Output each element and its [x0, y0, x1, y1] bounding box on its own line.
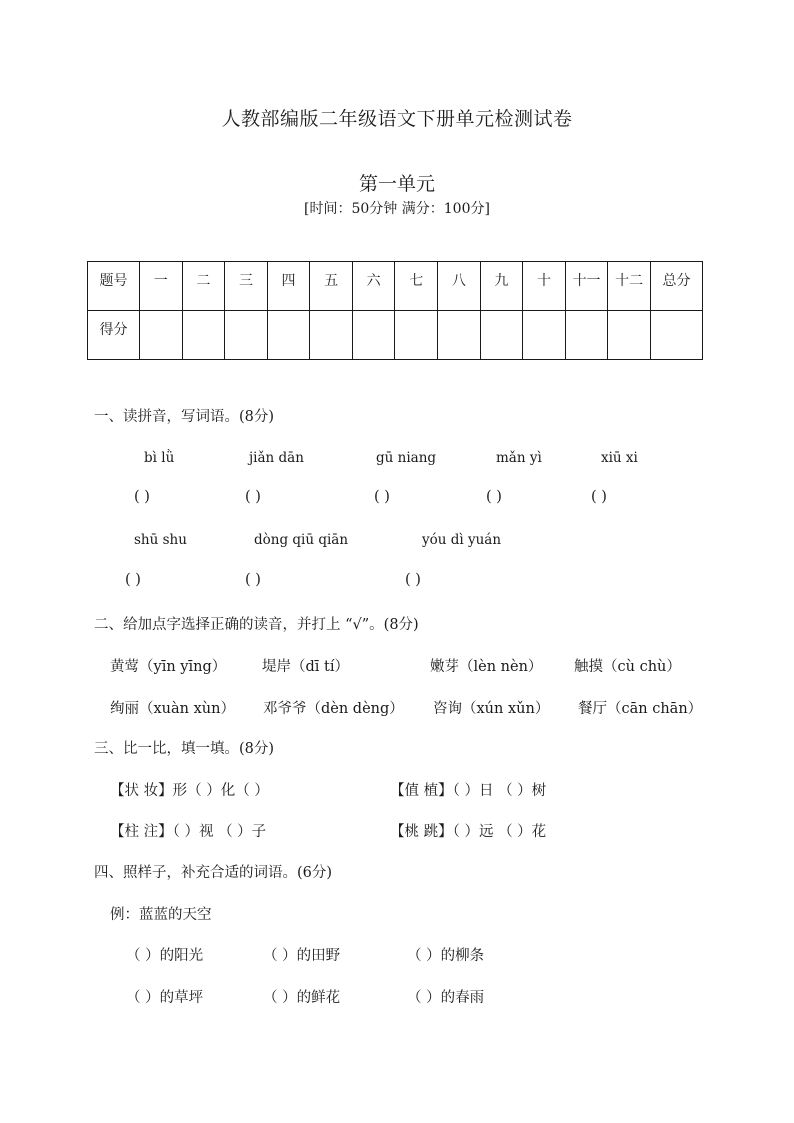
q1-heading: 一、读拼音，写词语。(8分)	[94, 409, 275, 425]
q1-answer-box[interactable]: ( )	[374, 489, 390, 505]
q4-item[interactable]: （ ）的柳条	[407, 948, 485, 964]
q4-item[interactable]: （ ）的草坪	[126, 990, 204, 1006]
q2-option: 餐厅（cān chān）	[578, 701, 703, 717]
q1-pinyin: xiū xi	[601, 450, 638, 466]
q1-answer-box[interactable]: ( )	[591, 489, 607, 505]
score-table	[87, 261, 703, 360]
unit-subtitle: 第一单元	[358, 173, 435, 195]
page-title: 人教部编版二年级语文下册单元检测试卷	[221, 108, 573, 130]
q1-pinyin: jiǎn dān	[249, 450, 304, 466]
score-table-header-cell: 四	[267, 262, 310, 311]
score-row-label: 得分	[88, 311, 140, 360]
score-cell[interactable]	[352, 311, 395, 360]
q1-answer-box[interactable]: ( )	[486, 489, 502, 505]
q1-answer-box[interactable]: ( )	[134, 489, 150, 505]
q4-item[interactable]: （ ）的春雨	[407, 990, 485, 1006]
score-table-header-cell: 六	[352, 262, 395, 311]
q1-answer-box[interactable]: ( )	[245, 572, 261, 588]
q4-item[interactable]: （ ）的鲜花	[263, 990, 341, 1006]
score-cell[interactable]	[395, 311, 438, 360]
score-cell[interactable]	[523, 311, 566, 360]
q1-pinyin: bì lǜ	[144, 450, 175, 466]
q2-option: 堤岸（dī tí）	[262, 659, 349, 675]
score-table-header-cell: 九	[480, 262, 523, 311]
q1-pinyin: dòng qiū qiān	[254, 532, 349, 548]
score-table-header-cell: 八	[438, 262, 481, 311]
score-table-header-cell: 总分	[651, 262, 703, 311]
score-cell[interactable]	[267, 311, 310, 360]
q1-pinyin: shū shu	[134, 532, 187, 548]
q2-option: 触摸（cù chù）	[574, 659, 681, 675]
q2-option: 咨询（xún xǔn）	[433, 701, 550, 717]
score-table-header-cell: 十	[523, 262, 566, 311]
q3-item[interactable]: 【值 植】（ ）日 （ ）树	[390, 783, 547, 799]
q1-pinyin: yóu dì yuán	[422, 532, 502, 548]
score-table-header-cell: 三	[225, 262, 268, 311]
q1-pinyin: mǎn yì	[496, 450, 542, 466]
q4-item[interactable]: （ ）的田野	[263, 948, 341, 964]
q4-example: 例：蓝蓝的天空	[110, 907, 212, 923]
score-cell[interactable]	[225, 311, 268, 360]
q2-option: 黄莺（yīn yīng）	[110, 659, 227, 675]
score-table-header-cell: 十一	[565, 262, 608, 311]
score-cell[interactable]	[608, 311, 651, 360]
time-info: [时间：50分钟 满分：100分]	[304, 201, 490, 217]
score-cell[interactable]	[182, 311, 225, 360]
q2-option: 绚丽（xuàn xùn）	[110, 701, 235, 717]
score-table-header-cell: 题号	[88, 262, 140, 311]
score-cell[interactable]	[651, 311, 703, 360]
score-table-header-cell: 一	[140, 262, 183, 311]
q4-heading: 四、照样子，补充合适的词语。(6分)	[94, 865, 333, 881]
q1-answer-box[interactable]: ( )	[405, 572, 421, 588]
q3-item[interactable]: 【柱 注】（ ）视 （ ）子	[110, 824, 267, 840]
q1-pinyin: gū niang	[376, 450, 437, 466]
q3-heading: 三、比一比，填一填。(8分)	[94, 741, 275, 757]
q2-option: 邓爷爷（dèn dèng）	[263, 701, 404, 717]
score-table-header-cell: 十二	[608, 262, 651, 311]
q2-heading: 二、给加点字选择正确的读音，并打上 “√”。(8分)	[94, 617, 419, 633]
score-table-header-cell: 五	[310, 262, 353, 311]
q3-item[interactable]: 【状 妆】形（ ）化（ ）	[110, 783, 269, 799]
score-table-header-row	[88, 262, 703, 311]
score-cell[interactable]	[480, 311, 523, 360]
score-cell[interactable]	[438, 311, 481, 360]
q1-answer-box[interactable]: ( )	[125, 572, 141, 588]
score-cell[interactable]	[565, 311, 608, 360]
score-table-score-row	[88, 311, 703, 360]
q2-option: 嫩芽（lèn nèn）	[430, 659, 543, 675]
q1-answer-box[interactable]: ( )	[245, 489, 261, 505]
score-table-header-cell: 七	[395, 262, 438, 311]
score-cell[interactable]	[310, 311, 353, 360]
score-cell[interactable]	[140, 311, 183, 360]
score-table-header-cell: 二	[182, 262, 225, 311]
q4-item[interactable]: （ ）的阳光	[126, 948, 204, 964]
q3-item[interactable]: 【桃 跳】（ ）远 （ ）花	[390, 824, 547, 840]
